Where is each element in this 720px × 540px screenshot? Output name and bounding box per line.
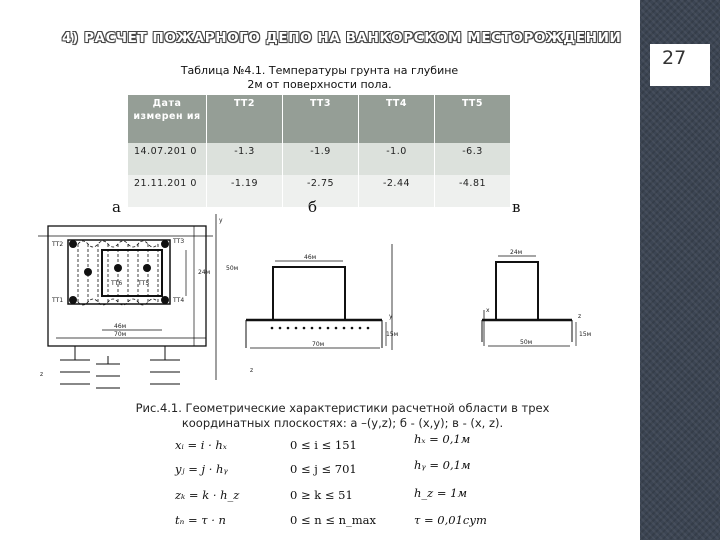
plan-axis-z: z <box>40 371 44 378</box>
range-k: 0 ≥ k ≤ 51 <box>290 488 353 502</box>
plan-view <box>38 214 216 388</box>
plan-label-tt4: ТТ4 <box>173 297 185 304</box>
section-b-dim-15: 15м <box>386 331 399 338</box>
table-cell: -2.75 <box>283 175 359 207</box>
table-cell: -2.44 <box>359 175 435 207</box>
equation-t: tₙ = τ · n <box>175 513 226 527</box>
section-c-axis-x: x <box>486 307 490 314</box>
figure-caption <box>90 401 595 431</box>
step-hy: hᵧ = 0,1м <box>414 458 471 472</box>
step-tau: τ = 0,01сут <box>414 513 487 527</box>
table-cell: -1.19 <box>207 175 283 207</box>
page-number: 27 <box>650 44 710 86</box>
section-c-axis-z: z <box>578 313 582 320</box>
table-header-cell: Дата измерен ия <box>128 95 207 143</box>
equation-z: zₖ = k · h_z <box>175 488 240 502</box>
plan-dim-46: 46м <box>114 323 127 330</box>
table-header-cell: ТТ4 <box>359 95 435 143</box>
table-cell: -4.81 <box>435 175 511 207</box>
table-cell: -1.3 <box>207 143 283 175</box>
section-b-dim-46: 46м <box>304 254 317 261</box>
step-hx: hₓ = 0,1м <box>414 432 471 446</box>
plan-label-tt5: ТТ5 <box>138 280 150 287</box>
section-b-dimension-lines <box>250 261 386 348</box>
section-c-dimension-lines <box>488 256 576 346</box>
plan-dim-50: 50м <box>226 265 239 272</box>
point-tt5 <box>143 264 151 272</box>
range-i: 0 ≤ i ≤ 151 <box>290 438 357 452</box>
plan-label-tt1: ТТ1 <box>52 297 64 304</box>
table-caption-line1: Таблица №4.1. Температуры грунта на глубине <box>180 64 459 77</box>
section-b-axis-y: y <box>389 313 393 320</box>
plan-axis-y: y <box>219 217 223 224</box>
plan-dim-24: 24м <box>198 269 211 276</box>
figure-label-b: б <box>308 198 318 216</box>
point-tt2 <box>69 240 77 248</box>
section-b-dotted-row <box>271 327 370 330</box>
table-header-cell: ТТ5 <box>435 95 511 143</box>
figure-label-c: в <box>512 198 521 216</box>
section-b-view <box>246 244 392 350</box>
point-tt1 <box>69 296 77 304</box>
point-tt3 <box>161 240 169 248</box>
table-cell: 21.11.201 0 <box>128 175 207 207</box>
slide-title: 4) РАСЧЕТ ПОЖАРНОГО ДЕПО НА ВАНКОРСКОМ МЕСТОРОЖДЕНИИ <box>62 30 622 46</box>
table-cell: 14.07.201 0 <box>128 143 207 175</box>
plan-label-tt6: ТТ6 <box>111 280 123 287</box>
section-c-view <box>482 256 576 346</box>
plan-legend-symbols <box>60 346 180 388</box>
section-b-building <box>273 267 345 320</box>
equation-x: xᵢ = i · hₓ <box>175 438 227 452</box>
table-cell: -6.3 <box>435 143 511 175</box>
figure-caption-line2: координатных плоскостях: а –(y,z); б - (x,y); в - (x, z). <box>181 416 504 430</box>
step-hz: h_z = 1м <box>414 486 468 500</box>
range-n: 0 ≤ n ≤ n_max <box>290 513 377 527</box>
plan-label-tt3: ТТ3 <box>173 238 185 245</box>
section-c-dim-50: 50м <box>520 339 533 346</box>
section-c-building <box>496 262 538 320</box>
table-header-cell: ТТ2 <box>207 95 283 143</box>
plan-building <box>102 250 162 296</box>
table-caption-line2: 2м от поверхности пола. <box>247 78 392 91</box>
section-b-dim-70: 70м <box>312 341 325 348</box>
figure-caption-line1: Рис.4.1. Геометрические характеристики расчетной области в трех <box>135 401 550 415</box>
point-tt4 <box>161 296 169 304</box>
equation-y: yⱼ = j · hᵧ <box>175 462 228 476</box>
table-header-cell: ТТ3 <box>283 95 359 143</box>
section-c-dim-15: 15м <box>579 331 592 338</box>
table-cell: -1.0 <box>359 143 435 175</box>
point-tt6 <box>114 264 122 272</box>
table-cell: -1.9 <box>283 143 359 175</box>
range-j: 0 ≤ j ≤ 701 <box>290 462 357 476</box>
section-c-dim-24: 24м <box>510 249 523 256</box>
point-inner-left <box>84 268 92 276</box>
section-b-axis-z: z <box>250 367 254 374</box>
plan-label-tt2: ТТ2 <box>52 241 64 248</box>
plan-dim-70: 70м <box>114 331 127 338</box>
figure-label-a: а <box>112 198 121 216</box>
